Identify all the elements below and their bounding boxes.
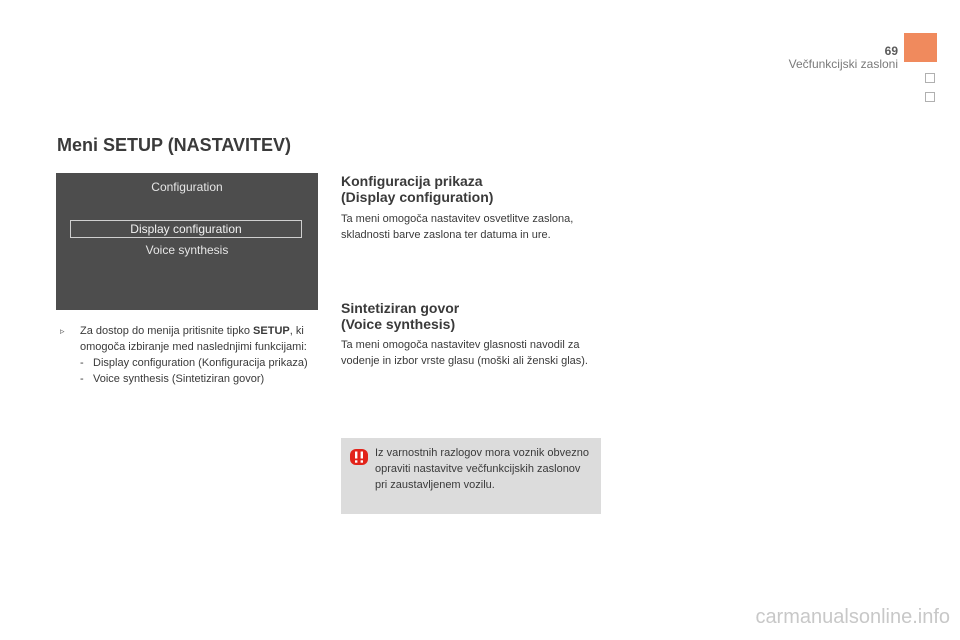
section-heading-line: Sintetiziran govor [341,300,460,316]
warning-exclamation-icon [349,448,369,466]
chapter-tab-box [925,73,935,83]
warning-text: Iz varnostnih razlogov mora voznik obvezno opraviti nastavitve večfunkcijskih zaslonov pri zaustavljenem vozilu. [375,447,589,491]
screen-menu-title: Configuration [151,180,223,194]
instructions-block [60,323,330,387]
screen-menu-item: Voice synthesis [145,243,229,257]
chapter-title: Večfunkcijski zasloni [788,57,898,71]
instruction-paragraph [60,323,330,355]
list-item-text: Display configuration (Konfiguracija prikaza) [93,357,308,369]
section-heading-voice-synthesis [341,300,459,332]
setup-key-label: SETUP [253,325,290,337]
bullet-arrow-icon: ▹ [60,326,65,336]
instruction-intro-text: Za dostop do menija pritisnite tipko [80,325,254,337]
section-heading-line: (Display configuration) [341,189,494,205]
chapter-tab-box [925,92,935,102]
screen-menu-item-selected: Display configuration [70,220,302,238]
page-heading: Meni SETUP (NASTAVITEV) [57,135,292,155]
section-heading-line: Konfiguracija prikaza [341,173,483,189]
page-number: 69 [884,44,898,58]
section-heading-display-configuration [341,173,493,205]
list-item-text: Voice synthesis (Sintetiziran govor) [93,373,265,385]
section-text-display-configuration: Ta meni omogoča nastavitev osvetlitve zaslona, skladnosti barve zaslona ter datuma in ure. [341,213,574,241]
instruction-intro-continued: , ki omogoča izbiranje med naslednjimi funkcijami: [80,325,307,353]
list-item: - Voice synthesis (Sintetiziran govor) [80,373,265,385]
section-text-voice-synthesis: Ta meni omogoča nastavitev glasnosti navodil za vodenje in izbor vrste glasu (moški ali ženski glas). [341,339,588,367]
chapter-tab-marker [904,33,937,62]
warning-box [341,438,601,514]
display-screen-illustration [56,173,318,310]
watermark-text: carmanualsonline.info [755,606,950,628]
list-item: - Display configuration (Konfiguracija prikaza) [80,357,308,369]
section-heading-line: (Voice synthesis) [341,316,456,332]
